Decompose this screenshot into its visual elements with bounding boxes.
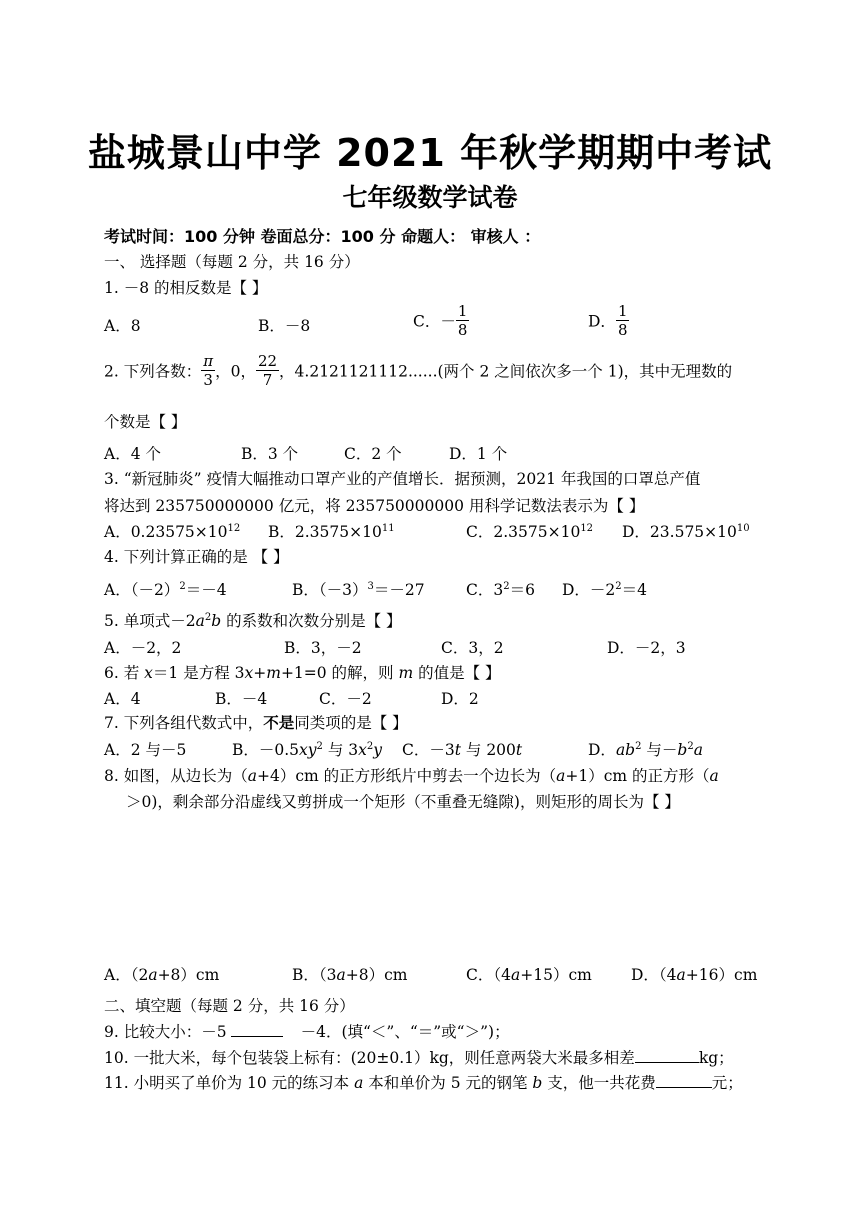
- q7-b-exp1: 2: [316, 740, 323, 752]
- q2-stem: [104, 352, 732, 389]
- q7-pre: 7. 下列各组代数式中，: [104, 714, 264, 732]
- q8-option-d: [631, 963, 757, 985]
- q8-stem-line2: ＞0)，剩余部分沿虚线又剪拼成一个矩形（不重叠无缝隙)，则矩形的周长为【 】: [126, 793, 680, 811]
- q7-d-var1: ab: [615, 741, 636, 759]
- q4-a-exponent: 2: [179, 580, 186, 592]
- q3-a-exponent: 12: [227, 522, 241, 534]
- q2-option-b: B．3 个: [241, 445, 299, 463]
- q4-c-exponent: 2: [503, 580, 510, 592]
- q7-emphasis: 不是: [263, 714, 295, 732]
- q6-pre: 6. 若: [104, 664, 145, 682]
- q2-stem-line2: 个数是【 】: [104, 413, 187, 431]
- q1-option-b: B．－8: [258, 317, 311, 335]
- q3-option-b: [268, 520, 395, 542]
- q6-option-d: D．2: [441, 690, 479, 708]
- fraction-denominator: 3: [203, 371, 213, 389]
- q11-post: 元；: [711, 1074, 743, 1092]
- q8-option-a: [104, 963, 219, 985]
- q1-option-c: [413, 302, 469, 339]
- q2-22-7-fraction: [256, 352, 279, 389]
- q7-d-pre: D．: [588, 741, 616, 759]
- q5-stem-post: 的系数和次数分别是【 】: [221, 612, 402, 630]
- q1-option-c-fraction: [456, 302, 470, 339]
- q3-b-exponent: 11: [381, 522, 395, 534]
- q8-c-var: a: [510, 966, 521, 984]
- q10-pre: 10. 一批大米，每个包装袋上标有：(20±0.1）kg，则任意两袋大米最多相差: [104, 1049, 635, 1067]
- section1-heading: 一、 选择题（每题 2 分，共 16 分）: [104, 253, 360, 271]
- fraction-numerator: π: [203, 352, 214, 370]
- q2-pi-fraction: [201, 352, 215, 389]
- q10-post: kg；: [698, 1049, 734, 1067]
- q7-option-d: [588, 738, 703, 760]
- q5-var-a: a: [195, 612, 205, 630]
- q3-c-exponent: 12: [580, 522, 594, 534]
- q11-var-a: a: [354, 1074, 364, 1092]
- q6-option-b: B．－4: [215, 690, 268, 708]
- q8-a-pre: A．（2: [104, 966, 149, 984]
- q4-b-base: B．（－3）: [292, 581, 368, 599]
- q3-option-a: [104, 520, 240, 542]
- q7-c-var2: t: [515, 741, 523, 759]
- q3-d-base: D．23.575×10: [622, 523, 737, 541]
- q3-b-base: B．2.3575×10: [268, 523, 382, 541]
- q7-b-mid: 与 3: [322, 741, 359, 759]
- q7-d-mid: 与－: [641, 741, 678, 759]
- q1-option-d-prefix: D．: [588, 312, 616, 331]
- q4-c-rest: ＝6: [509, 581, 535, 599]
- q1-stem: 1. －8 的相反数是【 】: [104, 279, 268, 297]
- q2-prefix: 2. 下列各数：: [104, 362, 202, 381]
- q8-b-pre: B．（3: [292, 966, 337, 984]
- q8-var-a1: a: [247, 767, 257, 785]
- q2-option-c: C．2 个: [344, 445, 402, 463]
- q4-c-base: C．3: [466, 581, 504, 599]
- q7-d-exp1: 2: [635, 740, 642, 752]
- q6-var-m2: m: [398, 664, 414, 682]
- q7-c-mid: 与 200: [460, 741, 516, 759]
- q7-d-exp2: 2: [687, 740, 694, 752]
- fraction-denominator: 7: [262, 371, 273, 389]
- q6-var-x: x: [144, 664, 153, 682]
- q8-mid1: +4）cm 的正方形纸片中剪去一个边长为（: [256, 767, 557, 785]
- fraction-denominator: 8: [617, 321, 628, 339]
- q8-var-a3: a: [709, 767, 719, 785]
- q3-option-c: [466, 520, 593, 542]
- q4-b-rest: ＝－27: [373, 581, 425, 599]
- q2-option-d: D．1 个: [449, 445, 508, 463]
- q2-mid: ，0，: [215, 362, 256, 381]
- q1-option-d: [588, 302, 629, 339]
- q11-pre: 11. 小明买了单价为 10 元的练习本: [104, 1074, 355, 1092]
- q8-c-pre: C．（4: [466, 966, 511, 984]
- q4-d-exponent: 2: [615, 580, 622, 592]
- q5-exponent: 2: [204, 611, 212, 623]
- q7-b-var1: xy: [299, 741, 317, 759]
- q2-suffix: ，4.2121121112......(两个 2 之间依次多一个 1)，其中无理数的: [279, 362, 733, 381]
- q6-mid3: +1=0 的解，则: [280, 664, 399, 682]
- q4-d-base: D．－2: [562, 581, 616, 599]
- q8-c-post: +15）cm: [520, 966, 592, 984]
- q4-option-b: [292, 578, 425, 600]
- q7-b-pre: B．－0.5: [232, 741, 300, 759]
- q8-a-post: +8）cm: [157, 966, 220, 984]
- q6-mid2: +: [253, 664, 267, 682]
- q7-b-exp2: 2: [366, 740, 374, 752]
- q6-var-x2: x: [244, 664, 254, 682]
- q7-option-a: A．2 与－5: [104, 741, 187, 759]
- q5-stem-pre: 5. 单项式－2: [104, 612, 196, 630]
- q7-b-var3: y: [373, 741, 383, 759]
- q4-d-rest: ＝4: [621, 581, 648, 599]
- q7-option-b: [232, 738, 382, 760]
- fraction-numerator: 22: [257, 352, 278, 370]
- q10-stem: [104, 1046, 734, 1068]
- q7-c-var1: t: [454, 741, 461, 759]
- q9-pre: 9. 比较大小：－5: [104, 1023, 227, 1041]
- q11-mid2: 支，他一共花费: [542, 1074, 656, 1092]
- q4-a-rest: ＝－4: [185, 581, 227, 599]
- q8-stem-line1: [104, 764, 719, 786]
- q4-a-base: A．（－2）: [104, 581, 180, 599]
- q8-var-a2: a: [556, 767, 566, 785]
- q6-stem: [104, 661, 501, 683]
- q5-stem: [104, 609, 402, 631]
- q3-c-base: C．2.3575×10: [466, 523, 581, 541]
- q4-option-d: [562, 578, 647, 600]
- q4-option-a: [104, 578, 227, 600]
- q7-d-var3: a: [693, 741, 703, 759]
- q7-post: 同类项的是【 】: [294, 714, 408, 732]
- q11-var-b: b: [532, 1074, 543, 1092]
- q5-option-c: C．3，2: [441, 639, 504, 657]
- q4-b-exponent: 3: [367, 580, 374, 592]
- q8-option-c: [466, 963, 592, 985]
- exam-info: 考试时间：100 分钟 卷面总分：100 分 命题人： 审核人 ：: [104, 227, 541, 246]
- q3-stem-line1: 3. “新冠肺炎” 疫情大幅推动口罩产业的产值增长．据预测，2021 年我国的口罩总产值: [104, 470, 701, 488]
- q1-option-a: A．8: [104, 317, 141, 335]
- q11-answer-blank[interactable]: [656, 1073, 712, 1088]
- q3-option-d: [622, 520, 750, 542]
- q4-stem: 4. 下列计算正确的是 【 】: [104, 548, 289, 566]
- q11-stem: [104, 1071, 743, 1093]
- q3-stem-line2: 将达到 235750000000 亿元，将 235750000000 用科学记数法表示为【 】: [104, 497, 645, 515]
- q8-d-var: a: [676, 966, 686, 984]
- q9-stem: [104, 1020, 510, 1042]
- q8-d-post: +16）cm: [685, 966, 758, 984]
- q8-mid2: +1）cm 的正方形（: [565, 767, 710, 785]
- q7-d-var2: b: [677, 741, 688, 759]
- q6-mid1: ＝1 是方程 3: [152, 664, 245, 682]
- q5-var-b: b: [211, 612, 222, 630]
- fraction-numerator: 1: [617, 302, 628, 320]
- section2-heading: 二、填空题（每题 2 分，共 16 分）: [104, 997, 355, 1015]
- q4-option-c: [466, 578, 535, 600]
- q6-post: 的值是【 】: [413, 664, 501, 682]
- q11-mid: 本和单价为 5 元的钢笔: [363, 1074, 533, 1092]
- exam-subtitle: 七年级数学试卷: [342, 183, 518, 212]
- q3-a-base: A．0.23575×10: [104, 523, 228, 541]
- q5-option-d: D．－2，3: [607, 639, 686, 657]
- q8-a-var: a: [148, 966, 158, 984]
- q6-option-a: A．4: [104, 690, 141, 708]
- q9-answer-blank[interactable]: [231, 1022, 283, 1037]
- q8-option-b: [292, 963, 408, 985]
- fraction-numerator: 1: [457, 302, 468, 320]
- exam-title: 盐城景山中学 2021 年秋学期期中考试: [87, 131, 773, 175]
- q9-post: －4．(填“＜”、“＝”或“＞”)；: [300, 1023, 510, 1041]
- fraction-denominator: 8: [457, 321, 468, 339]
- q1-option-c-prefix: C．－: [413, 312, 456, 331]
- q7-option-c: [402, 738, 522, 760]
- q1-option-d-fraction: [616, 302, 630, 339]
- q2-option-a: A．4 个: [104, 445, 161, 463]
- q8-b-post: +8）cm: [345, 966, 408, 984]
- q6-option-c: C．－2: [319, 690, 372, 708]
- q8-d-pre: D．（4: [631, 966, 677, 984]
- q5-option-b: B．3，－2: [284, 639, 362, 657]
- q7-b-var2: x: [358, 741, 367, 759]
- q7-c-pre: C．－3: [402, 741, 455, 759]
- q6-var-m: m: [266, 664, 281, 682]
- q7-stem: [104, 711, 408, 733]
- q3-d-exponent: 10: [736, 522, 750, 534]
- q8-b-var: a: [336, 966, 346, 984]
- q5-option-a: A．－2，2: [104, 639, 182, 657]
- q8-pre: 8. 如图，从边长为（: [104, 767, 248, 785]
- q10-answer-blank[interactable]: [635, 1048, 699, 1063]
